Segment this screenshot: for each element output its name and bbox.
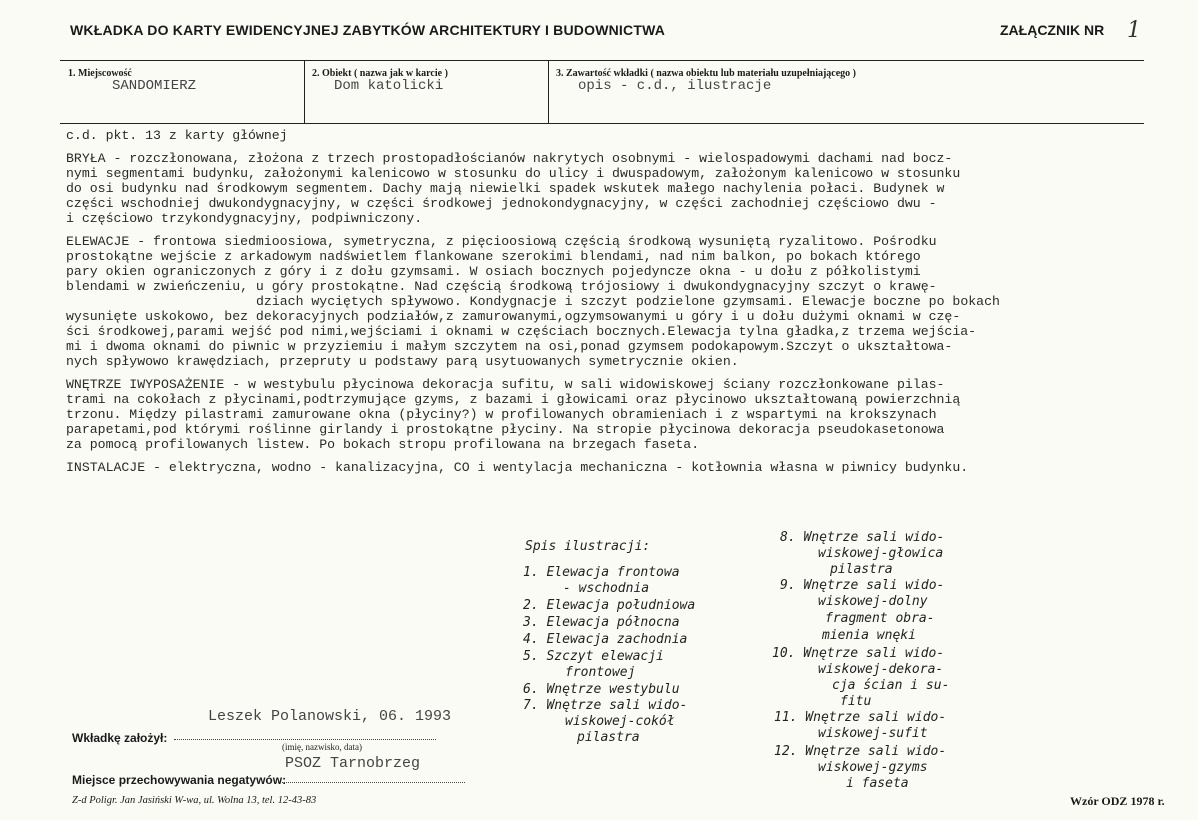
illustration-item: 7. Wnętrze sali wido- (523, 698, 688, 713)
illustration-item: wiskowej-dekora- (818, 662, 944, 677)
place-field (60, 61, 305, 123)
illustration-item: 8. Wnętrze sali wido- (780, 530, 945, 545)
illustration-item: 5. Szczyt elewacji (523, 649, 664, 664)
elewacje-section (66, 234, 1196, 369)
illustration-item: 9. Wnętrze sali wido- (780, 578, 945, 593)
place-label: 1. Miejscowość (68, 68, 132, 79)
annex-number: 1 (1127, 18, 1141, 43)
illustration-item: fragment obra- (825, 611, 935, 626)
bryla-section (66, 151, 1196, 226)
text-line: BRYŁA - rozczłonowana, złożona z trzech prostopadłościanów nakrytych osobnymi - wielospadowymi dachami nad bocz- (66, 151, 953, 166)
text-line: trami na cokołach z płycinami,podtrzymujące gzyms, z bazami i głowicami oraz płycinowo ukształtowaną powierzchnią (66, 392, 961, 407)
text-line: prostokątne wejście z arkadowym nadświetlem flankowane szerokimi blendami, nad nim balkon, po bokach którego (66, 249, 921, 264)
text-line: wysunięte uskokowo, bez dekoracyjnych podziałów,z zamurowanymi,ogzymsowanymi u góry i u dołu dużymi oknami w czę- (66, 309, 961, 324)
text-line: i częściowo trzykondygnacyjny, podpiwniczony. (66, 211, 423, 226)
storage-org: PSOZ Tarnobrzeg (285, 755, 421, 772)
illustration-item: 10. Wnętrze sali wido- (772, 646, 945, 661)
illustration-item: wiskowej-głowica (818, 546, 944, 561)
storage-label: Miejsce przechowywania negatywów: (72, 773, 287, 787)
illustration-item: 11. Wnętrze sali wido- (774, 710, 947, 725)
content-value: opis - c.d., ilustracje (578, 78, 772, 94)
illustration-item: frontowej (565, 665, 636, 680)
illustration-item: 6. Wnętrze westybulu (523, 682, 680, 697)
text-line: dziach wyciętych spływowo. Kondygnacje i szczyt podzielone gzymsami. Elewacje boczne po bokach (256, 294, 1000, 309)
text-line: blendami w zwieńczeniu, u góry prostokątne. Nad częścią środkową trójosiowy i dwukondygnacyjny szczyt o krawę- (66, 279, 937, 294)
content-label: 3. Zawartość wkładki ( nazwa obiektu lub materiału uzupełniającego ) (556, 68, 857, 79)
illustration-item: 2. Elewacja południowa (523, 598, 696, 613)
instalacje-line: INSTALACJE - elektryczna, wodno - kanalizacyjna, CO i wentylacja mechaniczna - kotłownia własna w piwnicy budynku. (66, 460, 969, 475)
fields-table (60, 60, 1144, 124)
illustration-item: mienia wnęki (822, 628, 916, 643)
illustration-item: 4. Elewacja zachodnia (523, 632, 688, 647)
illustration-item: 12. Wnętrze sali wido- (774, 744, 947, 759)
illustrations-title: Spis ilustracji: (525, 539, 651, 554)
storage-dotted-line (275, 770, 465, 783)
text-line: trzonu. Między pilastrami zamurowane okna (płyciny?) w profilowanych obramieniach i z wspartymi na krokszynach (66, 407, 937, 422)
text-line: ści środkowej,parami wejść pod nimi,wejściami i oknami w częściach bocznych.Elewacja tylna gładka,z trzema wejścia- (66, 324, 977, 339)
text-line: mi i dwoma oknami do piwnic w przyziemiu i małym szczytem na osi,ponad gzymsem podokapowym.Szczyt o ukształtowa- (66, 339, 953, 354)
created-by-label: Wkładkę założył: (72, 731, 168, 745)
created-by-caption: (imię, nazwisko, data) (282, 742, 362, 752)
text-line: parapetami,pod którymi roślinne girlandy i prostokątne płyciny. Na stropie płycinowa dekoracja pseudokasetonowa (66, 422, 945, 437)
text-line: części wschodniej dwukondygnacyjny, w części środkowej jednokondygnacyjny, w części zachodniej częściowo dwu - (66, 196, 937, 211)
text-line: nymi segmentami budynku, założonymi kalenicowo w stosunku do ulicy i dwuspadowym, założonym kalenicowo w stosunku (66, 166, 961, 181)
intro-line: c.d. pkt. 13 z karty głównej (66, 128, 288, 143)
illustration-item: i faseta (846, 776, 909, 791)
text-line: pary okien ograniczonych z góry i z dołu gzymsami. W osiach bocznych pojedyncze okna - u dołu z półkolistymi (66, 264, 921, 279)
wnetrze-section (66, 377, 1196, 452)
text-line: ELEWACJE - frontowa siedmioosiowa, symetryczna, z pięcioosiową częścią środkową wysuniętą ryzalitowo. Pośrodku (66, 234, 937, 249)
place-value: SANDOMIERZ (112, 78, 197, 94)
object-value: Dom katolicki (334, 78, 444, 94)
form-title: WKŁADKA DO KARTY EWIDENCYJNEJ ZABYTKÓW ARCHITEKTURY I BUDOWNICTWA (70, 22, 666, 38)
form-template: Wzór ODZ 1978 r. (1070, 794, 1165, 808)
printer-info: Z-d Poligr. Jan Jasiński W-wa, ul. Wolna 13, tel. 12-43-83 (72, 795, 317, 806)
created-by-dotted-line (174, 727, 436, 740)
object-field (304, 61, 549, 123)
illustration-item: pilastra (577, 730, 640, 745)
illustration-item: cja ścian i su- (832, 678, 950, 693)
text-line: do osi budynku nad środkowym segmentem. Dachy mają niewielki spadek wskutek małego nachylenia połaci. Budynek w (66, 181, 945, 196)
illustration-item: wiskowej-cokół (565, 714, 675, 729)
illustration-item: wiskowej-gzyms (818, 760, 928, 775)
illustration-item: pilastra (830, 562, 893, 577)
illustration-item: wiskowej-sufit (818, 726, 928, 741)
text-line: nych spływowo krawędziach, przepruty u podstawy parą usytuowanych symetrycznie okien. (66, 354, 739, 369)
illustration-item: 3. Elewacja północna (523, 615, 680, 630)
illustration-item: - wschodnia (563, 581, 650, 596)
text-line: za pomocą profilowanych listew. Po bokach stropu profilowana na brzegach faseta. (66, 437, 700, 452)
annex-label: ZAŁĄCZNIK NR (1000, 22, 1105, 38)
object-label: 2. Obiekt ( nazwa jak w karcie ) (312, 68, 448, 79)
author-line: Leszek Polanowski, 06. 1993 (208, 708, 452, 725)
illustration-item: fitu (840, 694, 872, 709)
text-line: WNĘTRZE IWYPOSAŻENIE - w westybulu płycinowa dekoracja sufitu, w sali widowiskowej ściany rozczłonkowane pilas- (66, 377, 945, 392)
illustration-item: 1. Elewacja frontowa (523, 565, 680, 580)
description-body (66, 128, 1196, 475)
content-field (548, 61, 1144, 123)
illustration-item: wiskowej-dolny (818, 594, 928, 609)
